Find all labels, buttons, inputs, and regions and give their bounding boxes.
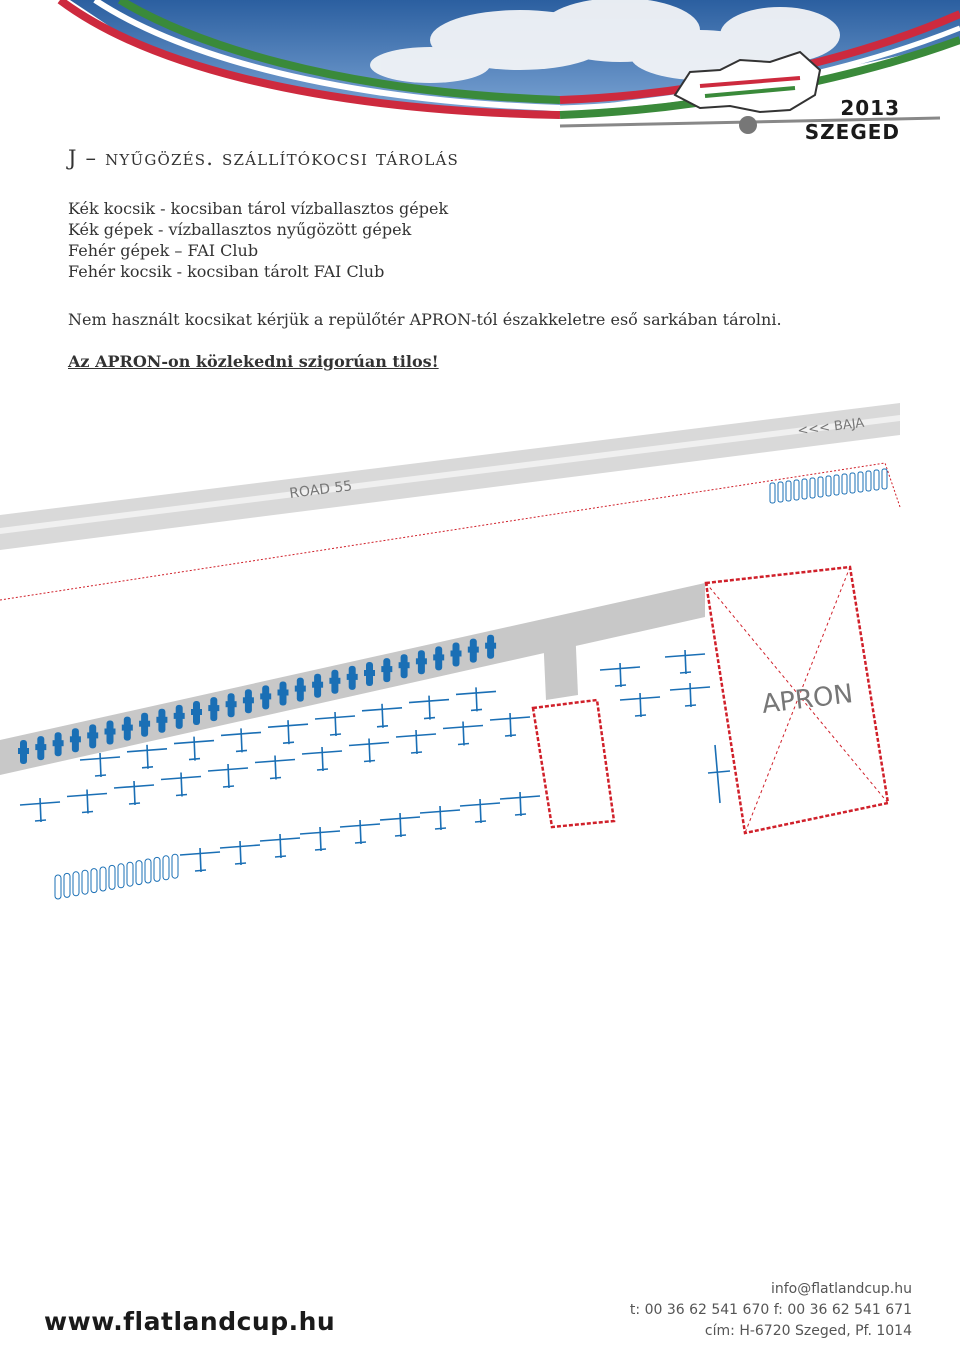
event-year: 2013 bbox=[840, 96, 900, 120]
contact-phone: t: 00 36 62 541 670 f: 00 36 62 541 671 bbox=[629, 1302, 912, 1318]
trailer-icon bbox=[826, 476, 831, 496]
glider-icon bbox=[174, 737, 214, 761]
glider-icon bbox=[114, 781, 154, 805]
glider-icon bbox=[420, 806, 460, 830]
white-trailer-icon bbox=[145, 859, 151, 883]
white-trailer-icon bbox=[172, 854, 178, 878]
glider-icon bbox=[161, 773, 201, 797]
white-trailer-icon bbox=[100, 867, 106, 891]
trailer-icon bbox=[866, 471, 871, 491]
glider-icon bbox=[80, 753, 120, 777]
trailer-icon bbox=[818, 477, 823, 497]
trailer-icon bbox=[794, 480, 799, 500]
trailer-icon bbox=[850, 473, 855, 493]
apron-label: APRON bbox=[760, 679, 855, 720]
trailer-icon bbox=[858, 472, 863, 492]
glider-icon bbox=[665, 650, 705, 674]
website-link[interactable]: www.flatlandcup.hu bbox=[44, 1307, 336, 1336]
glider-icon bbox=[600, 663, 640, 687]
apron-warning: Az APRON-on közlekedni szigorúan tilos! bbox=[68, 352, 439, 371]
road-label: ROAD 55 bbox=[288, 478, 354, 502]
white-trailer-icon bbox=[127, 862, 133, 886]
trailer-icon bbox=[810, 478, 815, 498]
taxiway-stub bbox=[543, 625, 578, 700]
trailer-icon bbox=[882, 469, 887, 489]
white-trailer-icon bbox=[154, 857, 160, 881]
legend-line: Fehér gépek – FAI Club bbox=[68, 241, 259, 260]
glider-icon bbox=[362, 704, 402, 728]
white-trailer-icon bbox=[109, 865, 115, 889]
glider-icon bbox=[349, 739, 389, 763]
glider-icon bbox=[409, 696, 449, 720]
glider-icon bbox=[670, 683, 710, 707]
contact-block bbox=[630, 1279, 912, 1342]
white-trailer-row bbox=[55, 854, 178, 899]
glider-icon bbox=[302, 747, 342, 771]
glider-icon bbox=[456, 687, 496, 711]
legend-line: Kék gépek - vízballasztos nyűgözött gépek bbox=[68, 220, 412, 239]
white-trailer-icon bbox=[82, 870, 88, 894]
white-trailer-icon bbox=[64, 873, 70, 897]
white-trailer-icon bbox=[55, 875, 61, 899]
trailer-icon bbox=[802, 479, 807, 499]
glider-icon bbox=[221, 728, 261, 752]
page-title: J – nyűgözés. szállítókocsi tárolás bbox=[68, 146, 460, 170]
glider-icon bbox=[208, 764, 248, 788]
white-trailer-icon bbox=[91, 869, 97, 893]
glider-icon bbox=[20, 798, 60, 822]
contact-email[interactable]: info@flatlandcup.hu bbox=[770, 1281, 912, 1297]
white-trailer-icon bbox=[73, 872, 79, 896]
direction-label: <<< BAJA bbox=[796, 415, 866, 439]
white-trailer-icon bbox=[163, 856, 169, 880]
event-city: SZEGED bbox=[804, 120, 900, 144]
storage-note: Nem használt kocsikat kérjük a repülőtér APRON-tól északkeletre eső sarkában tárolni. bbox=[68, 310, 782, 329]
airfield-map-svg bbox=[0, 395, 960, 915]
glider-icon bbox=[396, 730, 436, 754]
white-trailer-icon bbox=[136, 861, 142, 885]
glider-icon bbox=[67, 790, 107, 814]
glider-icon bbox=[620, 693, 660, 717]
glider-icon bbox=[490, 713, 530, 737]
trailer-icon bbox=[778, 482, 783, 502]
trailer-icon bbox=[842, 474, 847, 494]
trailer-icon bbox=[770, 483, 775, 503]
glider-icon bbox=[500, 792, 540, 816]
glider-icon bbox=[340, 820, 380, 844]
trailer-icon bbox=[874, 470, 879, 490]
legend-line: Fehér kocsik - kocsiban tárolt FAI Club bbox=[68, 262, 385, 281]
glider-icon bbox=[300, 827, 340, 851]
white-trailer-icon bbox=[118, 864, 124, 888]
legend-line: Kék kocsik - kocsiban tárol vízballasztos gépek bbox=[68, 199, 449, 218]
contact-address: cím: H-6720 Szeged, Pf. 1014 bbox=[704, 1323, 912, 1339]
legend-lines bbox=[68, 198, 448, 282]
trailer-icon bbox=[786, 481, 791, 501]
glider-icon bbox=[380, 813, 420, 837]
glider-icon bbox=[315, 712, 355, 736]
glider-icon bbox=[180, 848, 220, 872]
storage-box bbox=[533, 700, 614, 827]
glider-icon bbox=[127, 745, 167, 769]
glider-icon bbox=[260, 834, 300, 858]
glider-icon bbox=[443, 722, 483, 746]
glider-icon bbox=[255, 756, 295, 780]
airfield-map bbox=[0, 395, 960, 915]
header-banner bbox=[0, 0, 960, 150]
glider-icon bbox=[268, 720, 308, 744]
glider-icon bbox=[460, 799, 500, 823]
glider-icon bbox=[220, 841, 260, 865]
trailer-group-top bbox=[770, 469, 887, 503]
trailer-icon bbox=[834, 475, 839, 495]
